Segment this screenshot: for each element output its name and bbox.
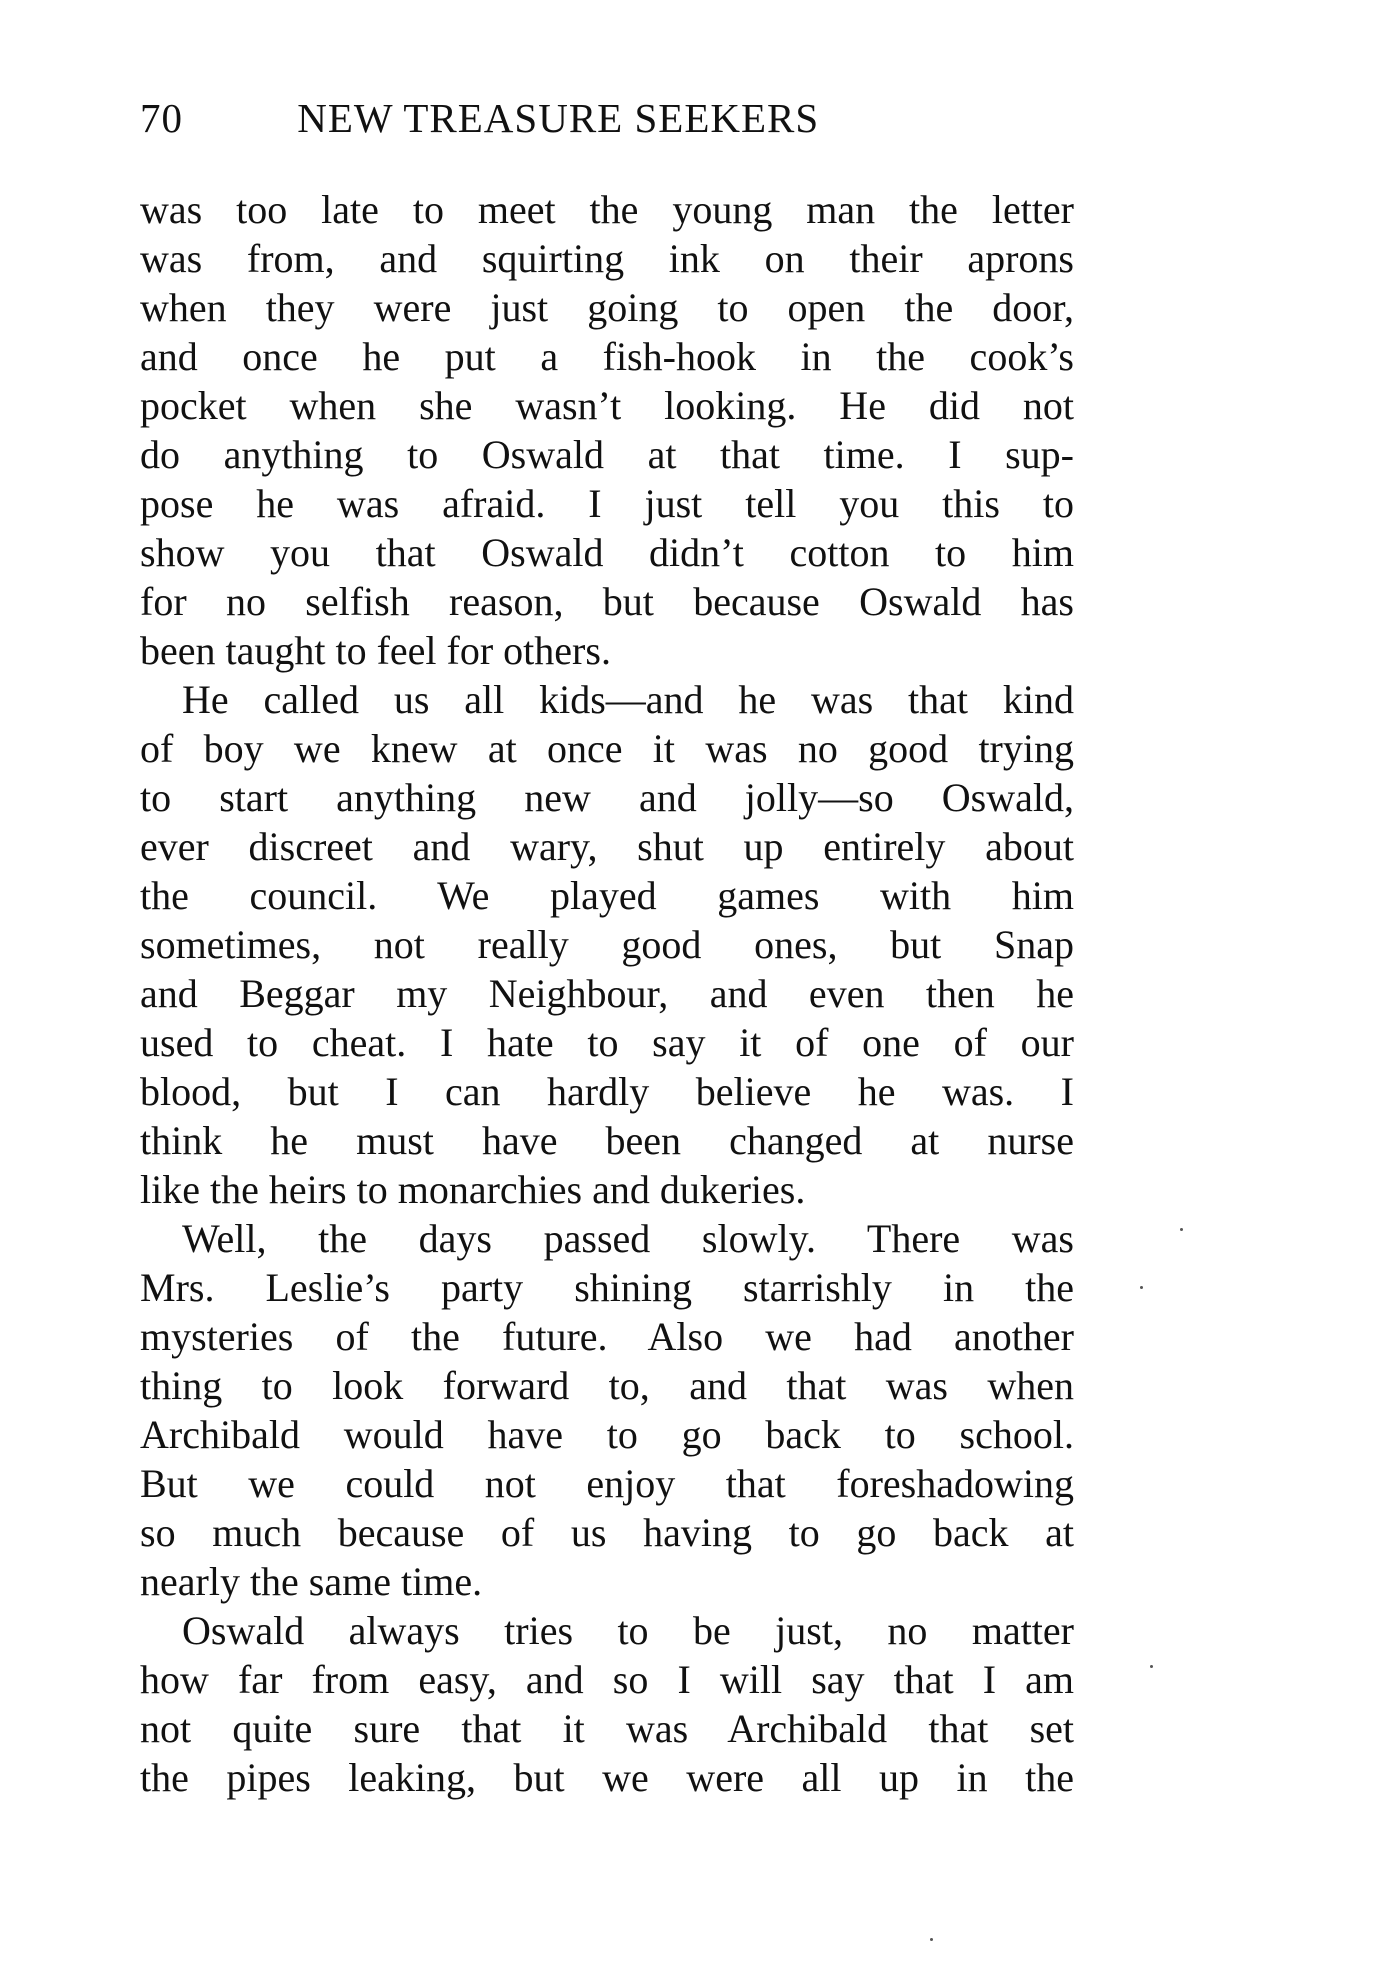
text-line: sometimes, not really good ones, but Snap [140, 922, 1074, 967]
text-line: the pipes leaking, but we were all up in the [140, 1755, 1074, 1800]
text-line: think he must have been changed at nurse [140, 1118, 1074, 1163]
text-line: and once he put a fish-hook in the cook’s [140, 334, 1074, 379]
text-line: do anything to Oswald at that time. I sup- [140, 432, 1074, 477]
paragraph-start-line: Oswald always tries to be just, no matter [182, 1608, 1074, 1653]
text-line: was from, and squirting ink on their aprons [140, 236, 1074, 281]
text-line: used to cheat. I hate to say it of one of our [140, 1020, 1074, 1065]
text-line: Archibald would have to go back to school. [140, 1412, 1074, 1457]
text-line: Mrs. Leslie’s party shining starrishly in the [140, 1265, 1074, 1310]
text-line: nearly the same time. [140, 1559, 483, 1604]
text-line: so much because of us having to go back at [140, 1510, 1074, 1555]
text-line: for no selfish reason, but because Oswald has [140, 579, 1074, 624]
text-line: mysteries of the future. Also we had another [140, 1314, 1074, 1359]
text-line: blood, but I can hardly believe he was. I [140, 1069, 1074, 1114]
text-line: not quite sure that it was Archibald that set [140, 1706, 1074, 1751]
paper-speck [1150, 1665, 1153, 1668]
text-line: show you that Oswald didn’t cotton to him [140, 530, 1074, 575]
paragraph-start-line: He called us all kids—and he was that kind [182, 677, 1074, 722]
text-line: ever discreet and wary, shut up entirely about [140, 824, 1074, 869]
text-line: thing to look forward to, and that was when [140, 1363, 1074, 1408]
body-text [140, 185, 1074, 1802]
paper-speck [1180, 1228, 1183, 1231]
page-number: 70 [140, 95, 183, 141]
text-line: like the heirs to monarchies and dukeries. [140, 1167, 806, 1212]
text-line: was too late to meet the young man the letter [140, 187, 1074, 232]
text-line: of boy we knew at once it was no good trying [140, 726, 1074, 771]
text-line: to start anything new and jolly—so Oswald, [140, 775, 1074, 820]
text-line: when they were just going to open the door, [140, 285, 1074, 330]
text-line: pose he was afraid. I just tell you this to [140, 481, 1074, 526]
text-line: pocket when she wasn’t looking. He did not [140, 383, 1074, 428]
text-line: the council. We played games with him [140, 873, 1074, 918]
paper-speck [1140, 1286, 1143, 1289]
paper-speck [930, 1938, 933, 1941]
text-line: and Beggar my Neighbour, and even then he [140, 971, 1074, 1016]
running-head [140, 88, 1080, 148]
text-line: how far from easy, and so I will say that I am [140, 1657, 1074, 1702]
book-title: NEW TREASURE SEEKERS [297, 95, 820, 141]
paragraph-start-line: Well, the days passed slowly. There was [182, 1216, 1074, 1261]
text-line: been taught to feel for others. [140, 628, 611, 673]
text-line: But we could not enjoy that foreshadowing [140, 1461, 1074, 1506]
